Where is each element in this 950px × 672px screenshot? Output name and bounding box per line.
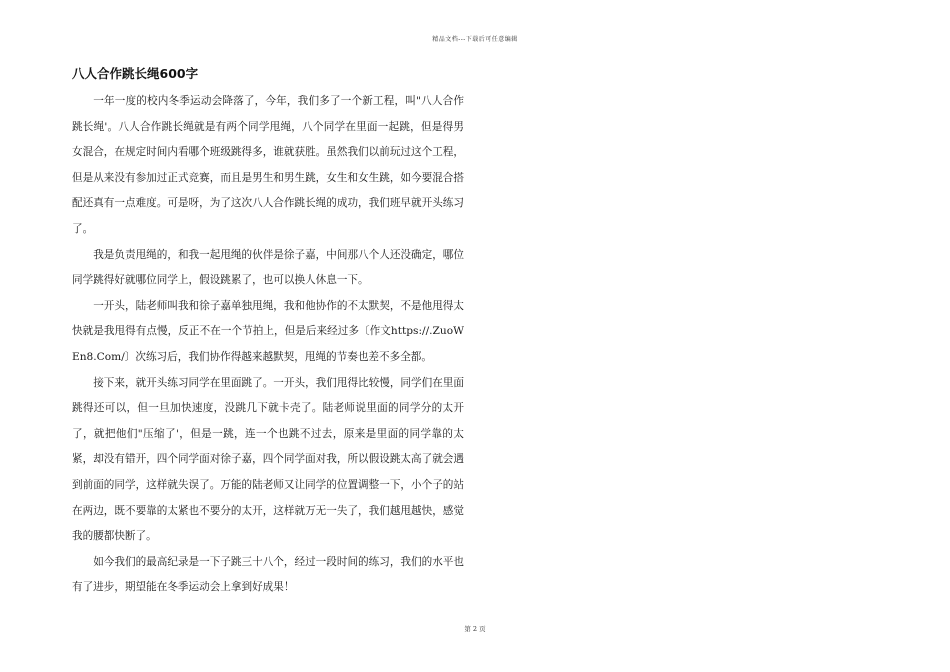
paragraph-1: 一年一度的校内冬季运动会降落了，今年，我们多了一个新工程，叫"八人合作跳长绳'。八人合作跳长绳就是有两个同学甩绳，八个同学在里面一起跳，但是得男女混合，在规定时间内看哪个班级跳得多，谁就获胜。虽然我们以前玩过这个工程，但是从来没有参加过正式竞赛，而且是男生和男生跳，女生和女生跳，如今要混合搭配还真有一点难度。可是呀，为了这次八人合作跳长绳的成功，我们班早就开头练习了。 xyxy=(72,95,464,235)
document-title: 八人合作跳长绳600字 xyxy=(72,66,199,81)
paragraph-2: 我是负责甩绳的，和我一起甩绳的伙伴是徐子嘉，中间那八个人还没确定，哪位同学跳得好就哪位同学上，假设跳累了，也可以换人休息一下。 xyxy=(72,248,464,287)
paragraph-3: 一开头，陆老师叫我和徐子嘉单独甩绳，我和他协作的不太默契，不是他甩得太快就是我甩得有点慢，反正不在一个节拍上，但是后来经过多〔作文https://.ZuoWEn8.Com/〕次练习后，我们协作得越来越默契，甩绳的节奏也差不多全都。 xyxy=(72,299,464,363)
paragraph-5: 如今我们的最高纪录是一下子跳三十八个，经过一段时间的练习，我们的水平也有了进步，期望能在冬季运动会上拿到好成果！ xyxy=(72,555,464,594)
paragraph-4: 接下来，就开头练习同学在里面跳了。一开头，我们甩得比较慢，同学们在里面跳得还可以，但一旦加快速度，没跳几下就卡壳了。陆老师说里面的同学分的太开了，就把他们"压缩了'，但是一跳，连一个也跳不过去，原来是里面的同学靠的太紧，却没有错开，四个同学面对徐子嘉，四个同学面对我，所以假设跳太高了就会遇到前面的同学，这样就失误了。万能的陆老师又让同学的位置调整一下，小个子的站在两边，既不要靠的太紧也不要分的太开，这样就万无一失了，我们越甩越快，感觉我的腰都快断了。 xyxy=(72,376,464,543)
page-number: 第 2 页 xyxy=(464,625,486,633)
page-header: 精品文档---下载后可任意编辑 xyxy=(432,36,518,43)
document-body xyxy=(72,64,464,601)
